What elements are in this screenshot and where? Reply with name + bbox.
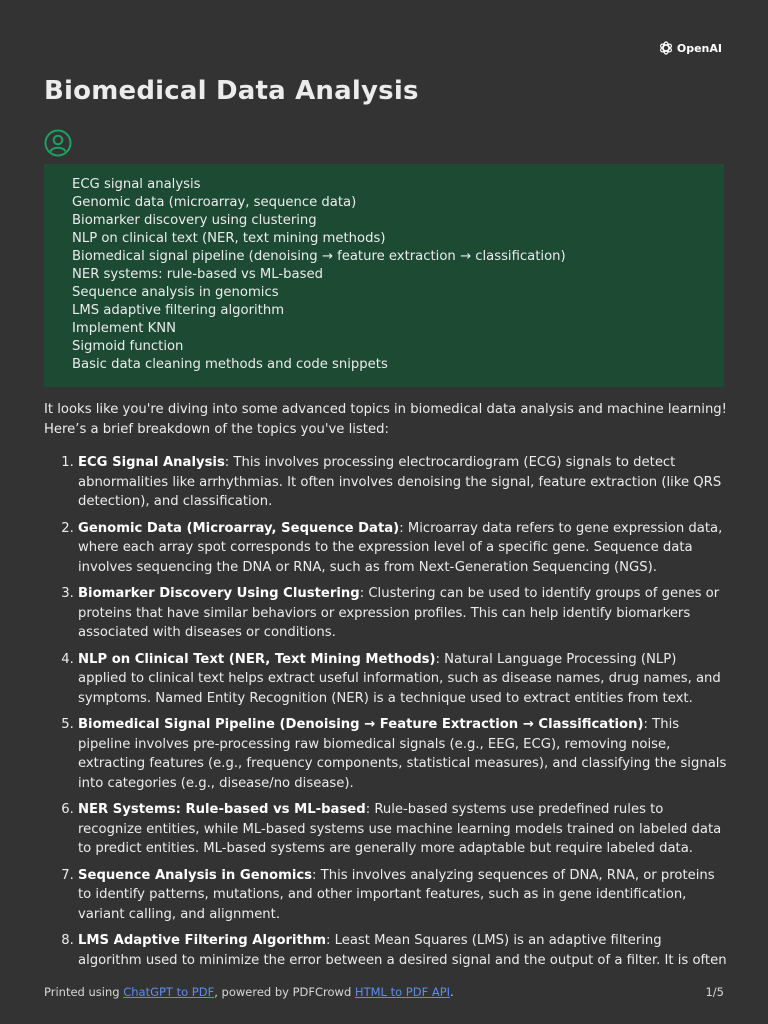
list-item-term: LMS Adaptive Filtering Algorithm xyxy=(78,933,326,948)
chatgpt-to-pdf-link[interactable]: ChatGPT to PDF xyxy=(123,985,215,999)
list-item xyxy=(78,519,728,578)
page-title: Biomedical Data Analysis xyxy=(44,76,419,106)
list-item-term: Genomic Data (Microarray, Sequence Data) xyxy=(78,520,400,536)
footer xyxy=(44,985,724,999)
prompt-line: LMS adaptive filtering algorithm xyxy=(72,303,285,318)
list-item-text: : Microarray data refers to gene expression data, where each array spot corresponds to the expression level of a specific gene. Sequence data involves sequencing the DNA or RNA, such as from Next-Generation Sequencing (NGS). xyxy=(78,520,723,575)
list-item-term: Biomarker Discovery Using Clustering xyxy=(78,586,360,601)
footer-credit xyxy=(44,985,454,999)
list-item-text: : Natural Language Processing (NLP) applied to clinical text helps extract useful information, such as disease names, drug names, and symptoms. Named Entity Recognition (NER) is a technique used to extract entities from text. xyxy=(78,651,721,706)
footer-prefix: Printed using xyxy=(44,985,124,999)
page-number: 1/5 xyxy=(705,985,724,999)
footer-suffix: . xyxy=(450,985,454,999)
prompt-line: NER systems: rule-based vs ML-based xyxy=(72,267,323,282)
response-intro: It looks like you're diving into some advanced topics in biomedical data analysis and machine learning! Here’s a brief breakdown of the topics you've listed: xyxy=(44,402,727,437)
list-item xyxy=(78,715,728,793)
list-item xyxy=(78,584,728,643)
user-prompt-box xyxy=(44,164,724,387)
list-item-text: : Least Mean Squares (LMS) is an adaptive filtering algorithm used to minimize the error between a desired signal and the output of a filter. It is often xyxy=(78,933,727,968)
prompt-line: Sequence analysis in genomics xyxy=(72,285,279,300)
prompt-line: Genomic data (microarray, sequence data) xyxy=(72,195,357,210)
list-item-term: ECG Signal Analysis xyxy=(78,455,225,470)
list-item-text: : This involves processing electrocardiogram (ECG) signals to detect abnormalities like arrhythmias. It often involves denoising the signal, feature extraction (like QRS detection), and classification. xyxy=(78,455,722,509)
prompt-line: Biomedical signal pipeline (denoising → feature extraction → classification) xyxy=(72,249,566,264)
list-item-term: Biomedical Signal Pipeline (Denoising → Feature Extraction → Classification) xyxy=(78,717,644,732)
list-item-text: : This involves analyzing sequences of DNA, RNA, or proteins to identify patterns, mutations, and other important features, such as in gene identification, variant calling, and alignment. xyxy=(78,867,715,922)
logo-text: OpenAI xyxy=(676,41,722,55)
openai-logo-icon xyxy=(658,40,674,56)
list-item-text: : Clustering can be used to identify groups of genes or proteins that have similar behaviors or expression profiles. This can help identify biomarkers associated with diseases or conditions. xyxy=(78,586,720,640)
list-item xyxy=(78,800,728,859)
topic-list xyxy=(44,453,728,990)
html-to-pdf-api-link[interactable]: HTML to PDF API xyxy=(354,985,451,999)
prompt-line: Basic data cleaning methods and code snippets xyxy=(72,357,388,372)
list-item-term: NLP on Clinical Text (NER, Text Mining Methods) xyxy=(78,651,436,667)
footer-middle: , powered by PDFCrowd xyxy=(214,985,355,999)
prompt-line: ECG signal analysis xyxy=(72,177,201,192)
list-item-text: : Rule-based systems use predefined rules to recognize entities, while ML-based systems use machine learning models trained on labeled data to predict entities. ML-based systems are generally more adaptable but require labeled data. xyxy=(78,802,722,856)
list-item xyxy=(78,650,728,709)
list-item-text: : This pipeline involves pre-processing raw biomedical signals (e.g., EEG, ECG), removing noise, extracting features (e.g., frequency components, statistical measures), and classifying the signals into categories (e.g., disease/no disease). xyxy=(78,717,727,791)
prompt-line: Biomarker discovery using clustering xyxy=(72,213,317,228)
list-item-term: Sequence Analysis in Genomics xyxy=(78,867,313,883)
list-item xyxy=(78,453,728,512)
prompt-lines xyxy=(72,176,696,374)
prompt-line: NLP on clinical text (NER, text mining methods) xyxy=(72,231,386,246)
list-item-term: NER Systems: Rule-based vs ML-based xyxy=(78,802,366,817)
prompt-line: Sigmoid function xyxy=(72,339,184,354)
prompt-line: Implement KNN xyxy=(72,321,176,336)
user-avatar-icon xyxy=(44,129,72,157)
assistant-response xyxy=(44,400,728,997)
list-item xyxy=(78,866,728,925)
openai-logo xyxy=(658,40,722,56)
